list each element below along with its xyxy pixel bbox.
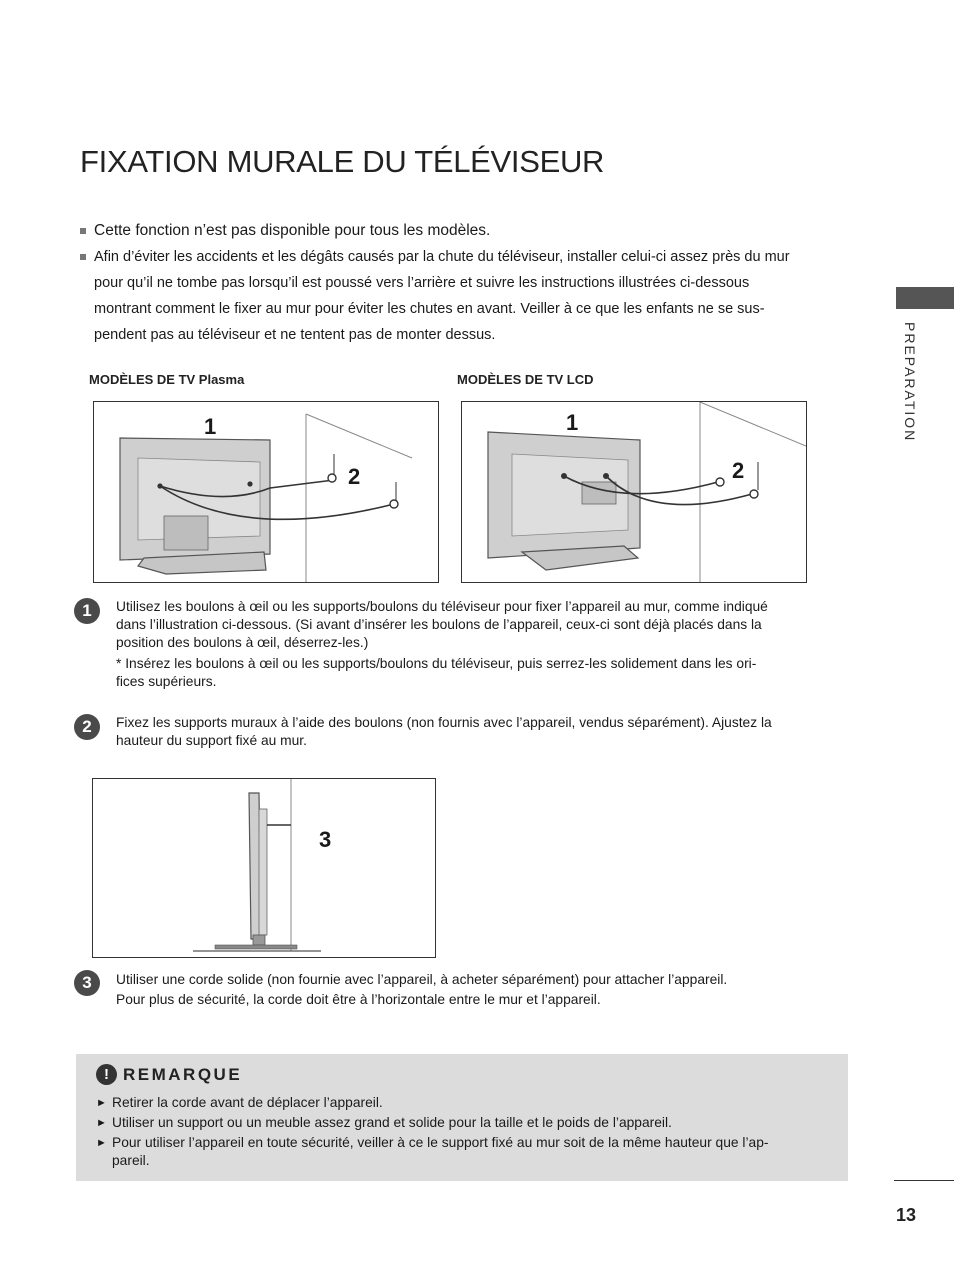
step-2: 2 Fixez les supports muraux à l’aide des boulons (non fournis avec l’appareil, vendus séparément). Ajustez la hauteur du support fixé au mur. [74, 714, 844, 750]
intro-section [78, 218, 838, 348]
step-number-badge: 2 [74, 714, 100, 740]
remarque-note-box [76, 1054, 848, 1181]
sidebar-tab-marker [896, 287, 954, 309]
note-title: REMARQUE [123, 1064, 243, 1084]
plasma-wall-mount-illustration [93, 401, 439, 583]
plasma-models-label: MODÈLES DE TV Plasma [89, 372, 245, 387]
square-bullet-icon [80, 228, 86, 234]
step-3: 3 Utiliser une corde solide (non fournie avec l’appareil, à acheter séparément) pour attacher l’appareil. Pour plus de sécurité, la corde doit être à l’horizontale entre le mur et l’appareil. [74, 970, 844, 1010]
lcd-models-label: MODÈLES DE TV LCD [457, 372, 594, 387]
side-view-callout-3: 3 [319, 827, 332, 852]
intro-bullet-1: Cette fonction n’est pas disponible pour tous les modèles. [78, 218, 838, 244]
plasma-callout-2: 2 [348, 464, 361, 489]
intro-bullet-2: Afin d’éviter les accidents et les dégâts causés par la chute du téléviseur, installer celui-ci assez près du mur pour qu’il ne tombe pas lorsqu’il est poussé vers l’arrière et suivre les instructions illustrées ci-dessous montrant comment le fixer au mur pour éviter les chutes en avant. Veiller à ce que les enfants ne se sus- pendent pas au téléviseur et ne tentent pas de monter dessus. [78, 244, 838, 348]
note-list [96, 1094, 846, 1172]
square-bullet-icon [80, 254, 86, 260]
arrow-bullet-icon: ► [96, 1137, 107, 1149]
arrow-bullet-icon: ► [96, 1097, 107, 1109]
page-number: 13 [896, 1205, 917, 1225]
lcd-wall-mount-illustration [461, 401, 807, 583]
sidebar-section-label: PREPARATION [902, 322, 918, 443]
step-1: 1 Utilisez les boulons à œil ou les supports/boulons du téléviseur pour fixer l’appareil au mur, comme indiqué dans l’illustration ci-dessous. (Si avant d’insérer les boulons de l’appareil, ceux-ci sont déjà placés dans la position des boulons à œil, déserrez-les.) * Insérez les boulons à œil ou les supports/boulons du téléviseur, puis serrez-les solidement dans les ori- fices supérieurs. [74, 598, 844, 691]
note-header [96, 1064, 242, 1085]
page-title: FIXATION MURALE DU TÉLÉVISEUR [80, 144, 605, 179]
lcd-callout-2: 2 [732, 458, 745, 483]
side-view-illustration [92, 778, 436, 958]
lcd-callout-1: 1 [566, 410, 579, 435]
note-item: ► Utiliser un support ou un meuble assez grand et solide pour la taille et le poids de l’appareil. [96, 1115, 672, 1130]
footer-divider [894, 1180, 954, 1181]
step-number-badge: 1 [74, 598, 100, 624]
step-number-badge: 3 [74, 970, 100, 996]
plasma-callout-1: 1 [204, 414, 217, 439]
exclamation-icon: ! [96, 1064, 117, 1085]
arrow-bullet-icon: ► [96, 1117, 107, 1129]
note-item: ► Retirer la corde avant de déplacer l’appareil. [96, 1095, 383, 1110]
note-item: ► Pour utiliser l’appareil en toute sécurité, veiller à ce le support fixé au mur soit de la même hauteur que l’ap- pareil. [96, 1135, 769, 1168]
